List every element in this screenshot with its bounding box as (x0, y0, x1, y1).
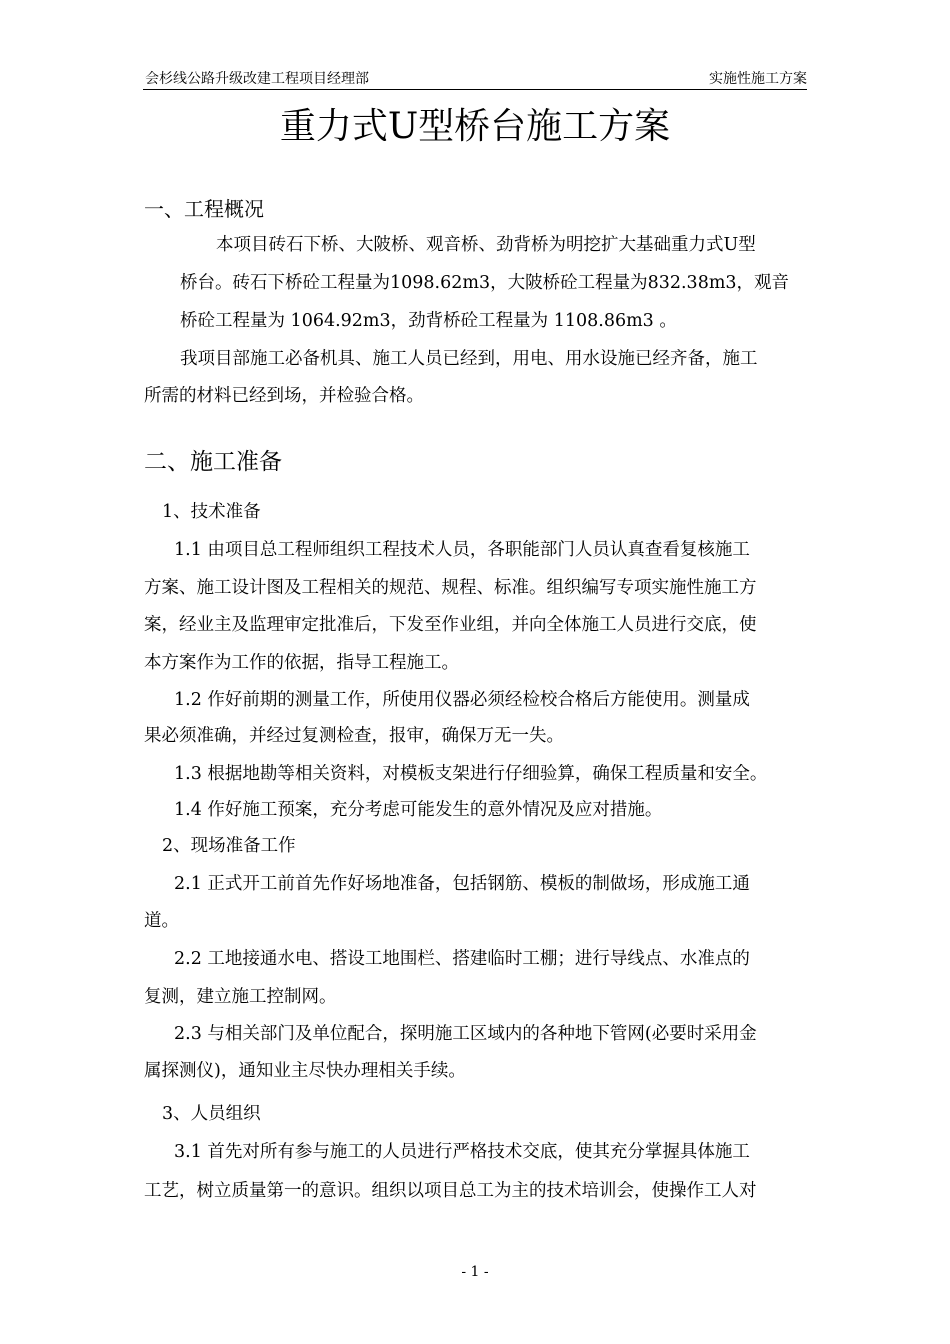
page-number: - 1 - (461, 1264, 489, 1280)
paragraph-line: 案，经业主及监理审定批准后，下发至作业组，并向全体施工人员进行交底，使 (144, 615, 757, 635)
paragraph-line: 我项目部施工必备机具、施工人员已经到，用电、用水设施已经齐备，施工 (180, 349, 758, 369)
paragraph-line: 2.3 与相关部门及单位配合，探明施工区域内的各种地下管网(必要时采用金 (174, 1024, 757, 1044)
header-left-text: 会杉线公路升级改建工程项目经理部 (145, 71, 369, 87)
paragraph-line: 果必须准确，并经过复测检查，报审，确保万无一失。 (144, 726, 564, 746)
paragraph-line: 桥台。砖石下桥砼工程量为1098.62m3，大陂桥砼工程量为832.38m3，观音 (180, 273, 790, 293)
paragraph-line: 方案、施工设计图及工程相关的规范、规程、标准。组织编写专项实施性施工方 (144, 578, 757, 598)
paragraph-line: 1.3 根据地勘等相关资料，对模板支架进行仔细验算，确保工程质量和安全。 (174, 764, 768, 784)
paragraph-line: 1.4 作好施工预案，充分考虑可能发生的意外情况及应对措施。 (174, 800, 663, 820)
paragraph-line: 本方案作为工作的依据，指导工程施工。 (144, 653, 459, 673)
document-title: 重力式U型桥台施工方案 (279, 106, 671, 147)
section-heading-overview: 一、工程概况 (144, 197, 264, 221)
paragraph-line: 复测，建立施工控制网。 (144, 987, 337, 1007)
paragraph-line: 所需的材料已经到场，并检验合格。 (144, 386, 424, 406)
paragraph-line: 1.2 作好前期的测量工作，所使用仪器必须经检校合格后方能使用。测量成 (174, 690, 750, 710)
paragraph-line: 工艺，树立质量第一的意识。组织以项目总工为主的技术培训会，使操作工人对 (144, 1181, 757, 1201)
section-heading-preparation: 二、施工准备 (144, 449, 282, 475)
paragraph-line: 本项目砖石下桥、大陂桥、观音桥、劲背桥为明挖扩大基础重力式U型 (216, 235, 756, 255)
paragraph-line: 2.2 工地接通水电、搭设工地围栏、搭建临时工棚；进行导线点、水准点的 (174, 949, 750, 969)
paragraph-line: 道。 (144, 911, 179, 931)
subsection-heading: 3、人员组织 (162, 1104, 261, 1124)
paragraph-line: 桥砼工程量为 1064.92m3，劲背桥砼工程量为 1108.86m3 。 (180, 311, 677, 331)
paragraph-line: 3.1 首先对所有参与施工的人员进行严格技术交底，使其充分掌握具体施工 (174, 1142, 750, 1162)
subsection-heading: 1、技术准备 (162, 502, 261, 522)
paragraph-line: 1.1 由项目总工程师组织工程技术人员，各职能部门人员认真查看复核施工 (174, 540, 750, 560)
paragraph-line: 2.1 正式开工前首先作好场地准备，包括钢筋、模板的制做场，形成施工通 (174, 874, 750, 894)
header-right-text: 实施性施工方案 (709, 71, 807, 87)
paragraph-line: 属探测仪)，通知业主尽快办理相关手续。 (144, 1061, 466, 1081)
header-rule (143, 89, 807, 90)
subsection-heading: 2、现场准备工作 (162, 836, 296, 856)
